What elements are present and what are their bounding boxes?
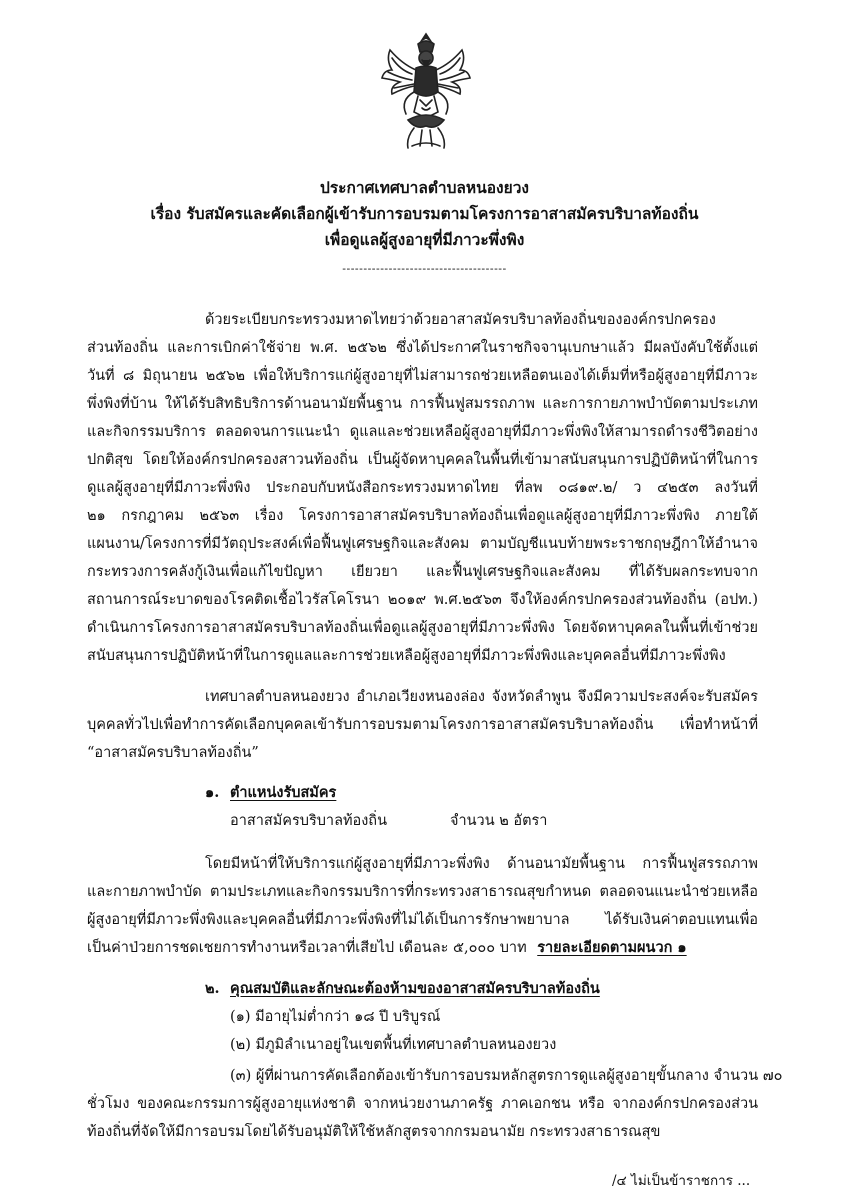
section2-item-1: (๑) มีอายุไม่ต่ำกว่า ๑๘ ปี บริบูรณ์: [230, 1009, 441, 1025]
para1-line: วันที่ ๘ มิถุนายน ๒๕๖๒ เพื่อให้บริการแก่ผู้สูงอายุที่ไม่สามารถช่วยเหลือตนเองได้เต็มที่หรือผู้สูงอายุที่มีภาวะ: [87, 368, 758, 384]
document-subject-line-2: เพื่อดูแลผู้สูงอายุที่มีภาวะพึ่งพิง: [324, 230, 525, 249]
para1-line: ด้วยระเบียบกระทรวงมหาดไทยว่าด้วยอาสาสมัครบริบาลท้องถิ่นขององค์กรปกครอง: [205, 312, 716, 328]
section1-duties-line: ผู้สูงอายุที่มีภาวะพึ่งพิงและบุคคลอื่นที่มีภาวะพึ่งพิงที่ไม่ได้เป็นการรักษาพยาบาล ได้รับเงินค่าตอบแทนเพื่อ: [87, 912, 758, 928]
section2-item-2: (๒) มีภูมิลำเนาอยู่ในเขตพื้นที่เทศบาลตำบลหนองยวง: [230, 1037, 557, 1053]
document-title: ประกาศเทศบาลตำบลหนองยวง: [320, 178, 529, 197]
section1-heading: ตำแหน่งรับสมัคร: [230, 784, 337, 801]
para1-line: พึ่งพิงที่บ้าน ให้ได้รับสิทธิบริการด้านอนามัยพื้นฐาน การฟื้นฟูสมรรถภาพ และการกายภาพบำบัดตามประเภท: [87, 396, 758, 412]
section2-number: ๒.: [205, 980, 220, 997]
section2-item-3-line: (๓) ผู้ที่ผ่านการคัดเลือกต้องเข้ารับการอบรมหลักสูตรการดูแลผู้สูงอายุขั้นกลาง จำนวน ๗๐: [230, 1068, 783, 1084]
section1-duties-line: และกายภาพบำบัด ตามประเภทและกิจกรรมบริการที่กระทรวงสาธารณสุขกำหนด ตลอดจนแนะนำช่วยเหลือ: [87, 884, 758, 900]
header-divider: ---------------------------------------: [342, 262, 507, 275]
para2-line: “อาสาสมัครบริบาลท้องถิ่น”: [87, 745, 259, 761]
para1-line: ส่วนท้องถิ่น และการเบิกค่าใช้จ่าย พ.ศ. ๒๕๖๒ ซึ่งได้ประกาศในราชกิจจานุเบกษาแล้ว มีผลบังคับใช้ตั้งแต่: [87, 340, 758, 356]
para1-line: กระทรวงการคลังกู้เงินเพื่อแก้ไขปัญหา เยียวยา และฟื้นฟูเศรษฐกิจและสังคม ที่ได้รับผลกระทบจาก: [87, 564, 758, 580]
section1-duties-last: เป็นค่าป่วยการชดเชยการทำงานหรือเวลาที่เสียไป เดือนละ ๕,๐๐๐ บาท: [87, 940, 527, 956]
section1-duties-line: [87, 941, 758, 956]
section2-item-3-line: ท้องถิ่นที่จัดให้มีการอบรมโดยได้รับอนุมัติให้ใช้หลักสูตรจากกรมอนามัย กระทรวงสาธารณสุข: [87, 1124, 661, 1140]
para2-line: บุคคลทั่วไปเพื่อทำการคัดเลือกบุคคลเข้ารับการอบรมตามโครงการอาสาสมัครบริบาลท้องถิ่น เพื่อทำหน้าที่: [87, 717, 758, 733]
page-continuation: /๔ ไม่เป็นข้าราชการ ...: [612, 1173, 751, 1189]
para1-line: สนับสนุนการปฏิบัติหน้าที่ในการดูแลและการช่วยเหลือผู้สูงอายุที่มีภาวะพึ่งพิงและบุคคลอื่นที่มีภาวะพึ่งพิง: [87, 648, 726, 664]
para1-line: สถานการณ์ระบาดของโรคติดเชื้อไวรัสโคโรนา ๒๐๑๙ พ.ศ.๒๕๖๓ จึงให้องค์กรปกครองส่วนท้องถิ่น (อปท.): [87, 592, 758, 608]
section1-position: อาสาสมัครบริบาลท้องถิ่น: [230, 813, 388, 829]
section1-quota: จำนวน ๒ อัตรา: [450, 813, 548, 829]
para1-line: ดำเนินการโครงการอาสาสมัครบริบาลท้องถิ่นเพื่อดูแลผู้สูงอายุที่มีภาวะพึ่งพิง โดยจัดหาบุคคลในพื้นที่เข้าช่วย: [87, 620, 758, 636]
document-subject-line-1: เรื่อง รับสมัครและคัดเลือกผู้เข้ารับการอบรมตามโครงการอาสาสมัครบริบาลท้องถิ่น: [150, 204, 699, 223]
para1-line: แผนงาน/โครงการที่มีวัตถุประสงค์เพื่อฟื้นฟูเศรษฐกิจและสังคม ตามบัญชีแนบท้ายพระราชกฤษฎีกาให้อำนาจ: [87, 536, 758, 552]
section2-item-3-line: ชั่วโมง ของคณะกรรมการผู้สูงอายุแห่งชาติ จากหน่วยงานภาครัฐ ภาคเอกชน หรือ จากองค์กรปกครองส่วน: [87, 1096, 758, 1112]
section1-number: ๑.: [205, 784, 220, 801]
section2-heading: คุณสมบัติและลักษณะต้องห้ามของอาสาสมัครบริบาลท้องถิ่น: [230, 980, 600, 997]
section1-appendix-reference: รายละเอียดตามผนวก ๑: [537, 939, 687, 956]
para1-line: และกิจกรรมบริการ ตลอดจนการแนะนำ ดูแลและช่วยเหลือผู้สูงอายุที่มีภาวะพึ่งพิงให้สามารถดำรงชีวิตอย่าง: [87, 424, 758, 440]
section1-duties-line: โดยมีหน้าที่ให้บริการแก่ผู้สูงอายุที่มีภาวะพึ่งพิง ด้านอนามัยพื้นฐาน การฟื้นฟูสรรถภาพ: [205, 856, 758, 872]
para1-line: ๒๑ กรกฎาคม ๒๕๖๓ เรื่อง โครงการอาสาสมัครบริบาลท้องถิ่นเพื่อดูแลผู้สูงอายุที่มีภาวะพึ่งพิง ภายใต้: [87, 508, 758, 524]
garuda-emblem-icon: [378, 30, 474, 152]
para2-line: เทศบาลตำบลหนองยวง อำเภอเวียงหนองล่อง จังหวัดลำพูน จึงมีความประสงค์จะรับสมัคร: [205, 689, 758, 705]
para1-line: ปกติสุข โดยให้องค์กรปกครองสาวนท้องถิ่น เป็นผู้จัดหาบุคคลในพื้นที่เข้ามาสนับสนุนการปฏิบัติหน้าที่ในการ: [87, 452, 758, 468]
para1-line: ดูแลผู้สูงอายุที่มีภาวะพึ่งพิง ประกอบกับหนังสือกระทรวงมหาดไทย ที่ลพ ๐๘๑๙.๒/ ว ๔๒๕๓ ลงวันที่: [87, 480, 758, 496]
